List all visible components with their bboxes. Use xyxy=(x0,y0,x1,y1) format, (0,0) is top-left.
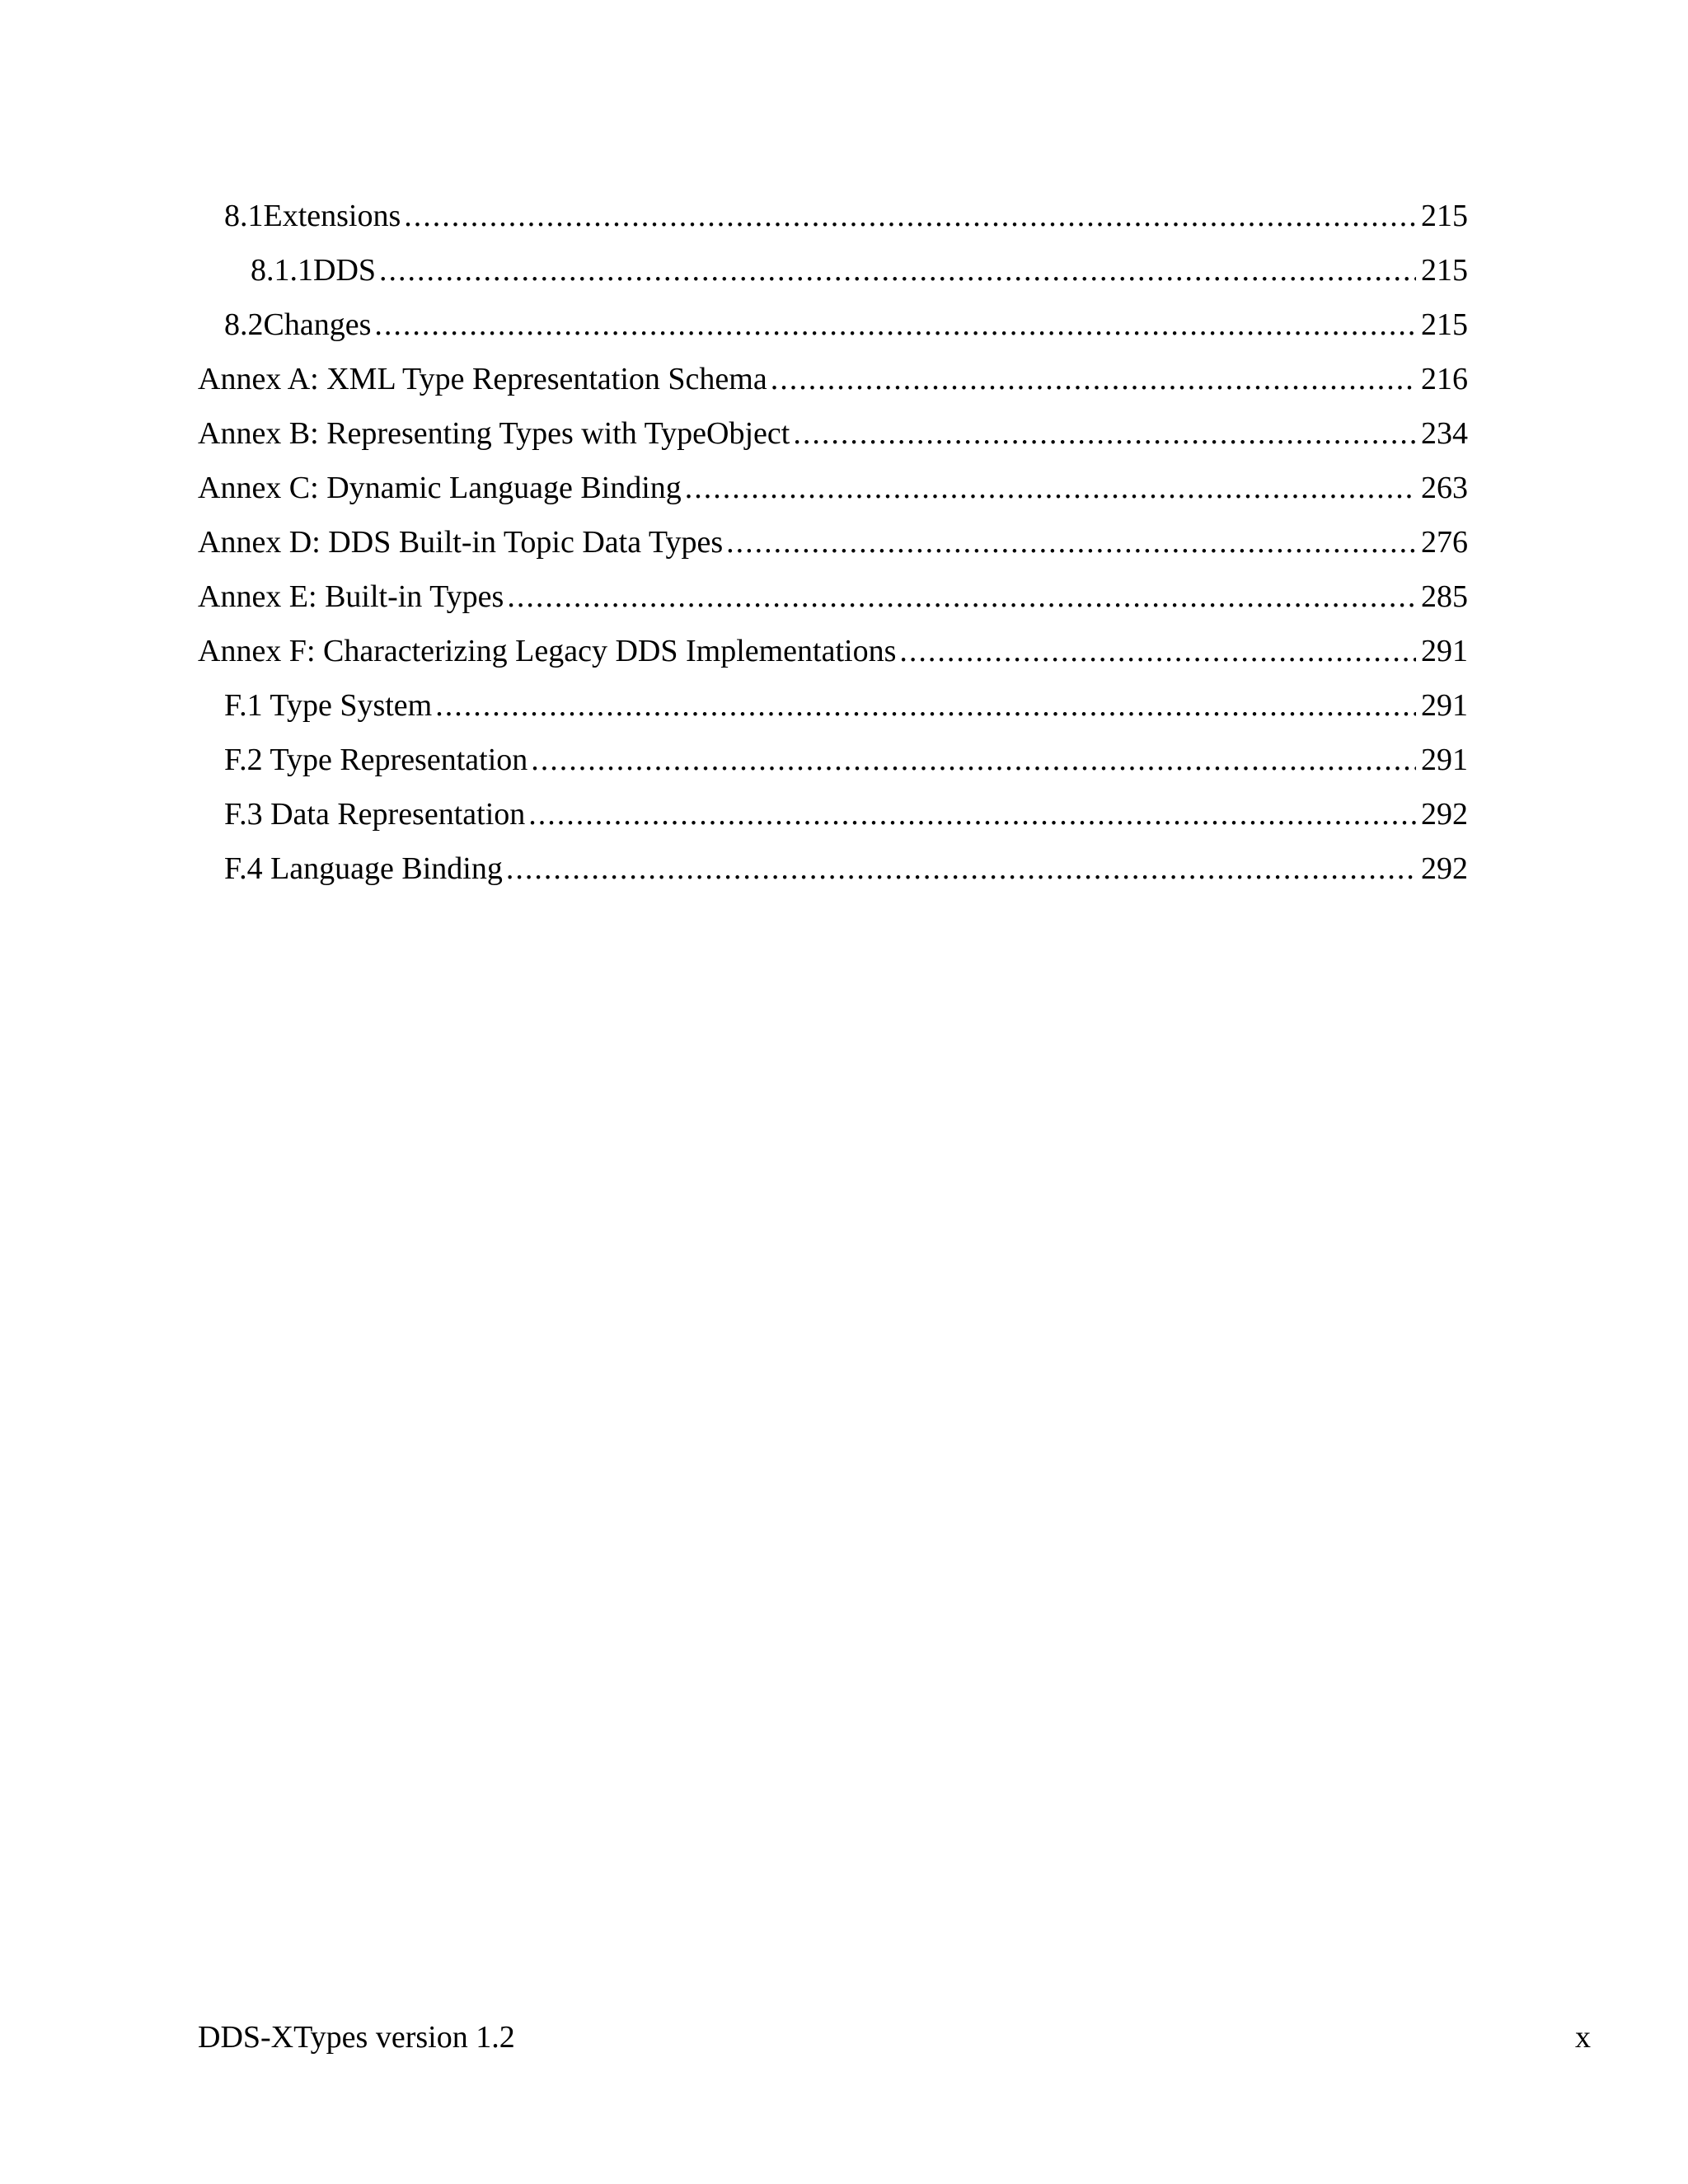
toc-entry-f-4[interactable] xyxy=(198,846,1468,900)
toc-entry-title: Annex B: Representing Types with TypeObject xyxy=(198,416,790,451)
toc-entry-title: Annex A: XML Type Representation Schema xyxy=(198,362,767,396)
toc-entry-page: 291 xyxy=(1421,688,1468,723)
dot-leader xyxy=(531,737,1416,783)
toc-entry-title: DDS xyxy=(313,253,377,288)
footer-document-title: DDS-XTypes version 1.2 xyxy=(198,2020,515,2055)
toc-entry-title: Extensions xyxy=(263,199,401,233)
toc-entry-page: 216 xyxy=(1421,362,1468,396)
toc-entry-page: 276 xyxy=(1421,525,1468,560)
toc-entry-page: 215 xyxy=(1421,253,1468,288)
toc-entry-annex-f[interactable] xyxy=(198,628,1468,682)
toc-entry-f-3[interactable] xyxy=(198,791,1468,846)
toc-entry-8-1-1[interactable] xyxy=(198,247,1468,302)
toc-entry-page: 215 xyxy=(1421,307,1468,342)
dot-leader xyxy=(528,791,1416,837)
toc-entry-annex-e[interactable] xyxy=(198,574,1468,628)
dot-leader xyxy=(404,193,1416,239)
toc-entry-annex-a[interactable] xyxy=(198,356,1468,410)
toc-entry-annex-d[interactable] xyxy=(198,519,1468,574)
toc-entry-title: F.1 Type System xyxy=(224,688,433,723)
toc-entry-page: 291 xyxy=(1421,743,1468,777)
toc-entry-number: 8.1.1 xyxy=(251,253,313,288)
toc-entry-title: F.3 Data Representation xyxy=(224,797,526,832)
toc-entry-title: F.2 Type Representation xyxy=(224,743,528,777)
toc-entry-title: Annex F: Characterizing Legacy DDS Implementations xyxy=(198,634,897,668)
page-footer xyxy=(198,2014,1591,2060)
dot-leader xyxy=(793,410,1416,457)
toc-entry-number: 8.2 xyxy=(224,307,264,342)
toc-entry-title: Annex C: Dynamic Language Binding xyxy=(198,471,682,505)
toc-entry-number: 8.1 xyxy=(224,199,264,233)
dot-leader xyxy=(506,846,1416,892)
toc-entry-title: Changes xyxy=(263,307,372,342)
dot-leader xyxy=(379,247,1416,293)
dot-leader xyxy=(771,356,1416,402)
dot-leader xyxy=(685,465,1416,511)
toc-entry-page: 263 xyxy=(1421,471,1468,505)
toc-entry-page: 292 xyxy=(1421,851,1468,886)
toc-entry-title: Annex E: Built-in Types xyxy=(198,579,504,614)
toc-entry-page: 285 xyxy=(1421,579,1468,614)
toc-entry-page: 234 xyxy=(1421,416,1468,451)
toc-entry-f-1[interactable] xyxy=(198,682,1468,737)
dot-leader xyxy=(374,302,1416,348)
toc-entry-f-2[interactable] xyxy=(198,737,1468,791)
toc-entry-annex-c[interactable] xyxy=(198,465,1468,519)
dot-leader xyxy=(899,628,1416,674)
toc-entry-annex-b[interactable] xyxy=(198,410,1468,465)
table-of-contents xyxy=(198,193,1468,900)
footer-page-number: x xyxy=(1575,2020,1591,2055)
toc-entry-title: F.4 Language Binding xyxy=(224,851,503,886)
dot-leader xyxy=(435,682,1416,729)
dot-leader xyxy=(726,519,1416,565)
toc-entry-8-2[interactable] xyxy=(198,302,1468,356)
toc-entry-page: 292 xyxy=(1421,797,1468,832)
toc-entry-page: 215 xyxy=(1421,199,1468,233)
toc-entry-title: Annex D: DDS Built-in Topic Data Types xyxy=(198,525,724,560)
dot-leader xyxy=(507,574,1416,620)
toc-entry-8-1[interactable] xyxy=(198,193,1468,247)
toc-entry-page: 291 xyxy=(1421,634,1468,668)
